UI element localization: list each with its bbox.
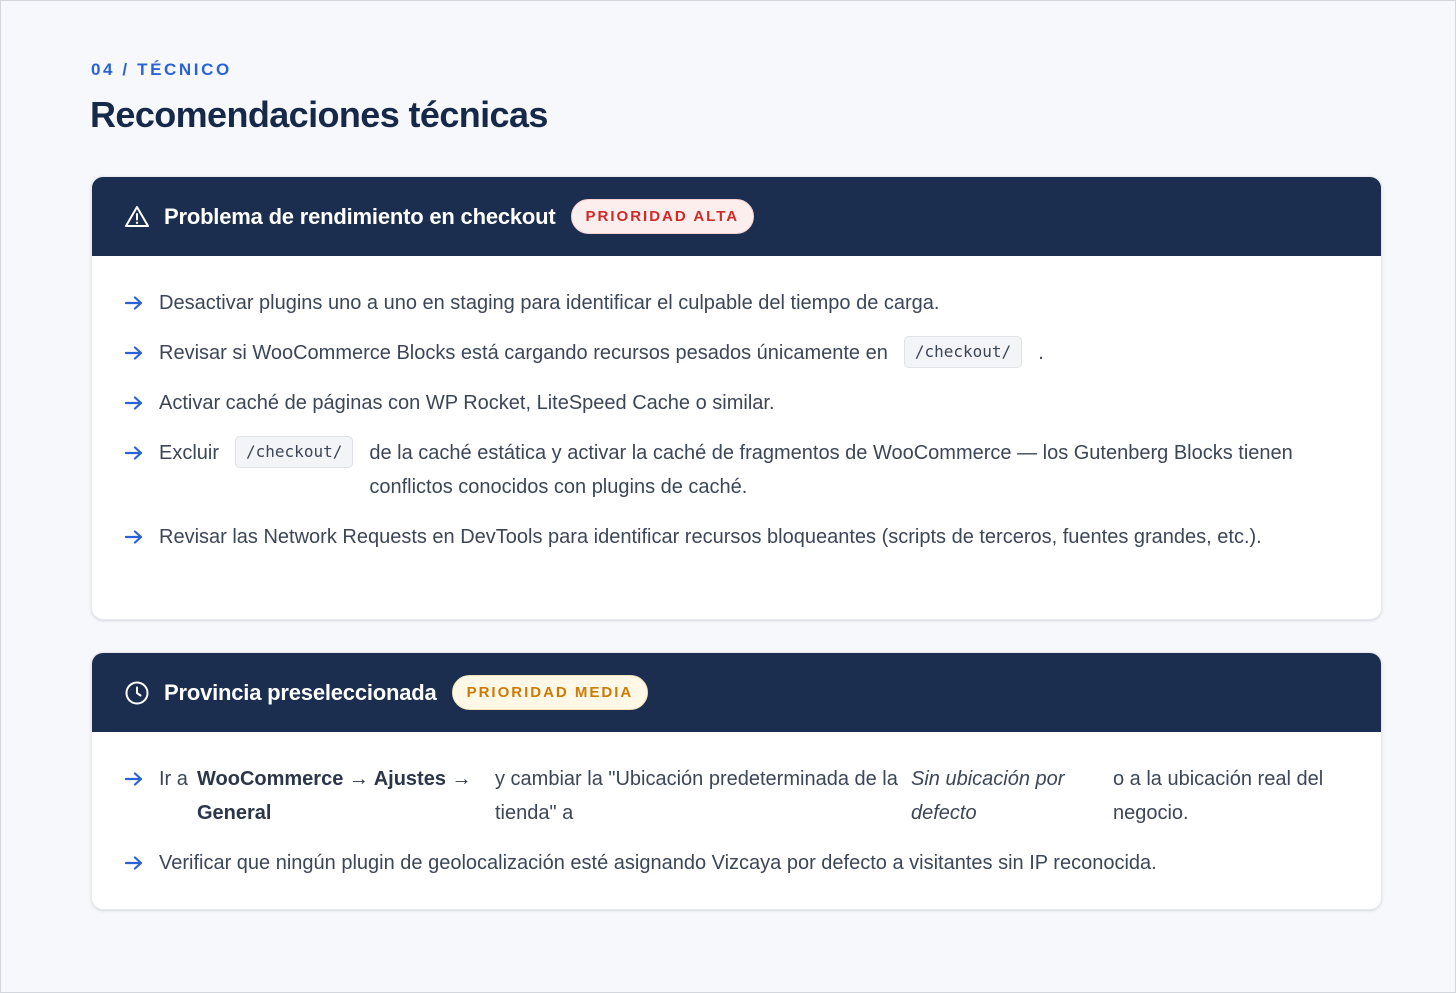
list-item	[125, 286, 1349, 320]
code-snippet: /checkout/	[235, 436, 353, 468]
item-text-after: de la caché estática y activar la caché de fragmentos de WooCommerce — los Gutenberg Blocks tienen conflictos conocidos con plugins de caché.	[369, 442, 1293, 498]
list-item	[125, 336, 1349, 370]
card-body	[92, 256, 1381, 554]
item-text: Verificar que ningún plugin de geolocalización esté asignando Vizcaya por defecto a visitantes sin IP reconocida.	[159, 852, 1157, 874]
item-text: Desactivar plugins uno a uno en staging para identificar el culpable del tiempo de carga.	[159, 292, 940, 314]
list-item	[125, 762, 1349, 830]
list-item	[125, 436, 1349, 504]
item-text	[159, 336, 1349, 370]
list-item	[125, 846, 1349, 880]
card-title: Provincia preseleccionada	[164, 679, 437, 705]
item-text-part: y cambiar la "Ubicación predeterminada de la tienda" a	[495, 768, 898, 824]
item-text: Activar caché de páginas con WP Rocket, LiteSpeed Cache o similar.	[159, 392, 775, 414]
item-text: Revisar las Network Requests en DevTools para identificar recursos bloqueantes (scripts de terceros, fuentes grandes, etc.).	[159, 526, 1262, 548]
priority-badge: PRIORIDAD ALTA	[571, 199, 755, 234]
card-header	[92, 653, 1381, 732]
page-title: Recomendaciones técnicas	[90, 94, 548, 135]
list-item	[125, 520, 1349, 554]
item-text-part: Ir a	[159, 768, 188, 790]
clock-icon	[124, 680, 150, 706]
recommendation-card-checkout	[91, 176, 1382, 620]
arrow-right-icon	[125, 846, 159, 880]
card-body	[92, 732, 1381, 880]
item-row	[159, 436, 1349, 504]
arrow-right-icon	[125, 436, 159, 470]
card-title: Problema de rendimiento en checkout	[164, 203, 556, 229]
section-eyebrow: 04 / TÉCNICO	[91, 60, 232, 79]
item-text-after: .	[1038, 342, 1044, 364]
option-value: Sin ubicación por defecto	[911, 768, 1065, 824]
code-snippet: /checkout/	[904, 336, 1022, 368]
list-item	[125, 386, 1349, 420]
arrow-right-icon	[125, 762, 159, 796]
item-row	[159, 762, 1353, 830]
recommendation-card-province	[91, 652, 1382, 910]
item-text-before: Excluir	[159, 442, 220, 464]
warning-triangle-icon	[124, 204, 150, 230]
arrow-right-icon	[125, 386, 159, 420]
menu-path: WooCommerce → Ajustes → General	[197, 768, 472, 824]
item-text-before: Revisar si WooCommerce Blocks está cargando recursos pesados únicamente en	[159, 342, 888, 364]
arrow-right-icon	[125, 520, 159, 554]
card-header	[92, 177, 1381, 256]
arrow-right-icon	[125, 286, 159, 320]
arrow-right-icon	[125, 336, 159, 370]
item-text-part: o a la ubicación real del negocio.	[1113, 768, 1324, 824]
priority-badge: PRIORIDAD MEDIA	[452, 675, 649, 710]
